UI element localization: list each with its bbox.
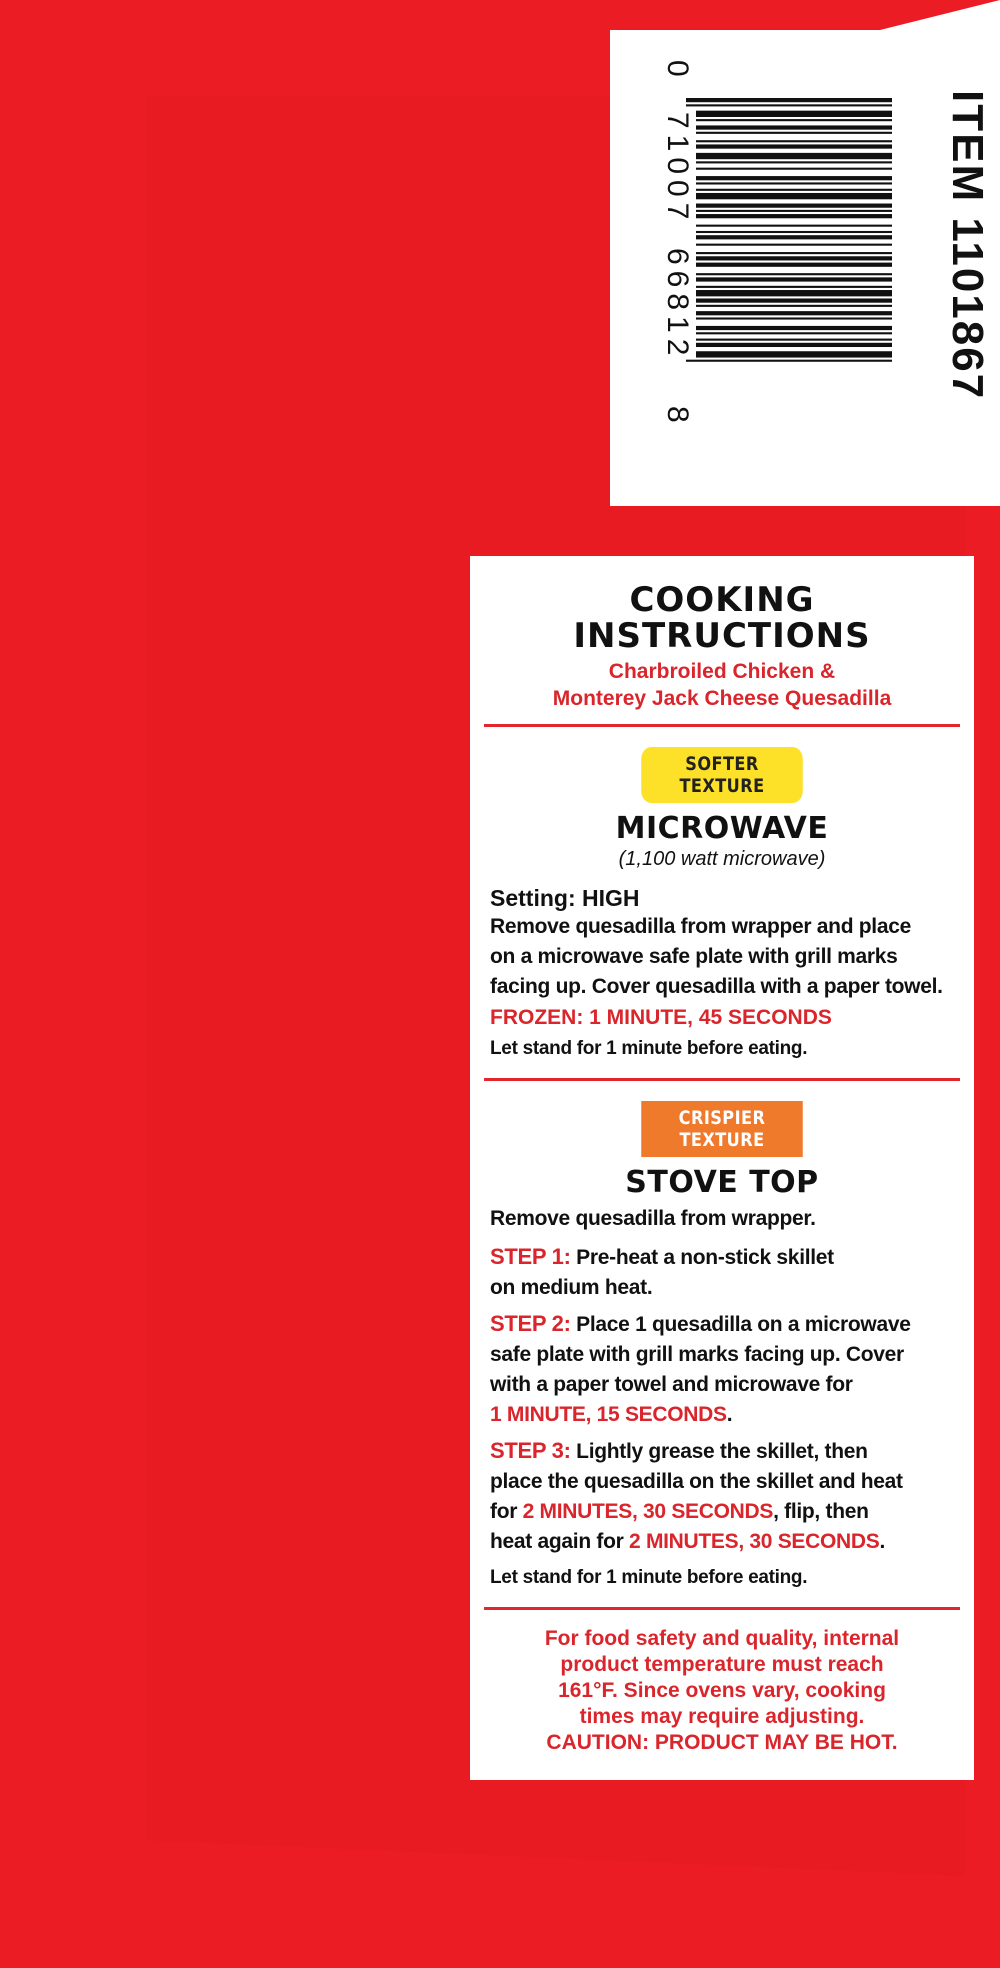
barcode-bar	[696, 125, 892, 129]
barcode-bar	[696, 182, 892, 184]
step-2-text: Place 1 quesadilla on a microwave	[570, 1313, 911, 1336]
barcode-bar	[696, 210, 892, 212]
barcode-rotated	[610, 30, 1000, 506]
safety-line: times may require adjusting.	[579, 1705, 865, 1728]
card-title-line1: COOKING	[629, 580, 815, 620]
barcode-bar	[696, 140, 892, 142]
product-name-line2: Monterey Jack Cheese Quesadilla	[552, 687, 892, 710]
cooking-instructions-card	[470, 556, 974, 1780]
barcode-bar	[696, 256, 892, 260]
barcode-bar	[686, 98, 892, 102]
barcode-bar	[696, 189, 892, 191]
step-2-label: STEP 2:	[490, 1311, 571, 1336]
barcode-bar	[696, 244, 892, 246]
barcode-digits-group1: 71007	[661, 112, 694, 226]
barcode-bar	[696, 305, 892, 307]
microwave-text	[490, 912, 954, 1002]
barcode-digits-group2: 66812	[661, 248, 694, 362]
caution-line: CAUTION: PRODUCT MAY BE HOT.	[546, 1731, 898, 1754]
item-number: ITEM 1101867	[943, 90, 992, 401]
step-3-text: Lightly grease the skillet, then	[570, 1440, 868, 1463]
safety-line: For food safety and quality, internal	[544, 1627, 900, 1650]
barcode-bar	[696, 332, 892, 334]
barcode-bar	[696, 161, 892, 163]
barcode-bar	[696, 132, 892, 134]
stove-step-2	[490, 1309, 954, 1430]
barcode-bar	[696, 298, 892, 302]
barcode-digit-right: 8	[661, 406, 694, 423]
barcode-bar	[696, 231, 892, 233]
divider	[484, 1078, 960, 1081]
step-3-flip: , flip, then	[773, 1500, 869, 1523]
step-1-text: Pre-heat a non-stick skillet	[570, 1246, 834, 1269]
step-2-time: 1 MINUTE, 15 SECONDS	[490, 1403, 727, 1426]
step-1-text-cont: on medium heat.	[490, 1276, 653, 1299]
barcode-bar	[696, 235, 892, 239]
barcode-bar	[696, 317, 892, 319]
barcode-bar	[696, 204, 892, 208]
microwave-text-line: on a microwave safe plate with grill marks	[490, 945, 898, 968]
stove-intro: Remove quesadilla from wrapper.	[490, 1207, 816, 1230]
safety-line: 161°F. Since ovens vary, cooking	[558, 1679, 886, 1702]
step-1-label: STEP 1:	[490, 1244, 571, 1269]
microwave-stand-time: Let stand for 1 minute before eating.	[490, 1038, 808, 1059]
stove-step-3	[490, 1436, 954, 1557]
step-3-for: for	[490, 1500, 523, 1523]
barcode-bar	[696, 144, 892, 148]
step-3-again: heat again for	[490, 1530, 630, 1553]
barcode-bar	[686, 104, 892, 106]
step-2-end: .	[726, 1403, 733, 1426]
divider	[484, 724, 960, 727]
barcode-bar	[696, 225, 892, 227]
step-3-text-cont: place the quesadilla on the skillet and heat	[490, 1470, 903, 1493]
step-2-text-cont: with a paper towel and microwave for	[490, 1373, 853, 1396]
stove-stand-time: Let stand for 1 minute before eating.	[490, 1567, 808, 1588]
step-3-time-2: 2 MINUTES, 30 SECONDS	[629, 1530, 880, 1553]
barcode-digit-left: 0	[661, 60, 694, 77]
microwave-setting: Setting: HIGH	[490, 885, 640, 911]
step-3-time-1: 2 MINUTES, 30 SECONDS	[522, 1500, 774, 1523]
microwave-title: MICROWAVE	[615, 811, 829, 846]
microwave-time: FROZEN: 1 MINUTE, 45 SECONDS	[490, 1006, 832, 1029]
barcode-bar	[696, 277, 892, 281]
barcode-bar	[696, 263, 892, 267]
barcode-bar	[696, 339, 892, 341]
microwave-text-line: facing up. Cover quesadilla with a paper towel.	[490, 975, 943, 998]
microwave-text-line: Remove quesadilla from wrapper and place	[490, 915, 911, 938]
step-2-text-cont: safe plate with grill marks facing up. Cover	[490, 1343, 904, 1366]
barcode-bar	[696, 168, 892, 170]
barcode-bar	[696, 343, 892, 347]
barcode-bar	[696, 193, 892, 199]
barcode-bar	[696, 119, 892, 121]
barcode-bar	[696, 351, 892, 357]
stove-top-instructions	[470, 1204, 974, 1589]
product-name-line1: Charbroiled Chicken &	[608, 660, 836, 683]
food-safety-warning	[470, 1626, 974, 1756]
step-3-label: STEP 3:	[490, 1438, 571, 1463]
barcode-bar	[696, 252, 892, 254]
barcode-digits	[654, 30, 694, 506]
barcode-bar	[696, 153, 892, 159]
card-title-line2: INSTRUCTIONS	[573, 616, 871, 656]
crispier-texture-badge: CRISPIER TEXTURE	[641, 1101, 803, 1157]
product-name	[470, 658, 974, 712]
microwave-wattage-note: (1,100 watt microwave)	[618, 848, 826, 870]
barcode-bars	[686, 98, 892, 366]
microwave-instructions	[470, 885, 974, 1060]
divider	[484, 1607, 960, 1610]
softer-texture-badge: SOFTER TEXTURE	[641, 747, 803, 803]
barcode-bar	[696, 214, 892, 218]
barcode-bar	[696, 311, 892, 315]
barcode-bar	[696, 111, 892, 117]
card-title	[470, 582, 974, 654]
step-3-end: .	[879, 1530, 886, 1553]
barcode-label	[610, 30, 1000, 506]
stove-top-title: STOVE TOP	[625, 1165, 819, 1200]
barcode-bar	[696, 273, 892, 275]
barcode-bar	[696, 176, 892, 180]
barcode-bar	[696, 326, 892, 330]
barcode-bar	[696, 286, 892, 288]
barcode-bar	[686, 360, 892, 362]
safety-line: product temperature must reach	[560, 1653, 884, 1676]
stove-step-1	[490, 1242, 954, 1303]
barcode-bar	[696, 290, 892, 296]
